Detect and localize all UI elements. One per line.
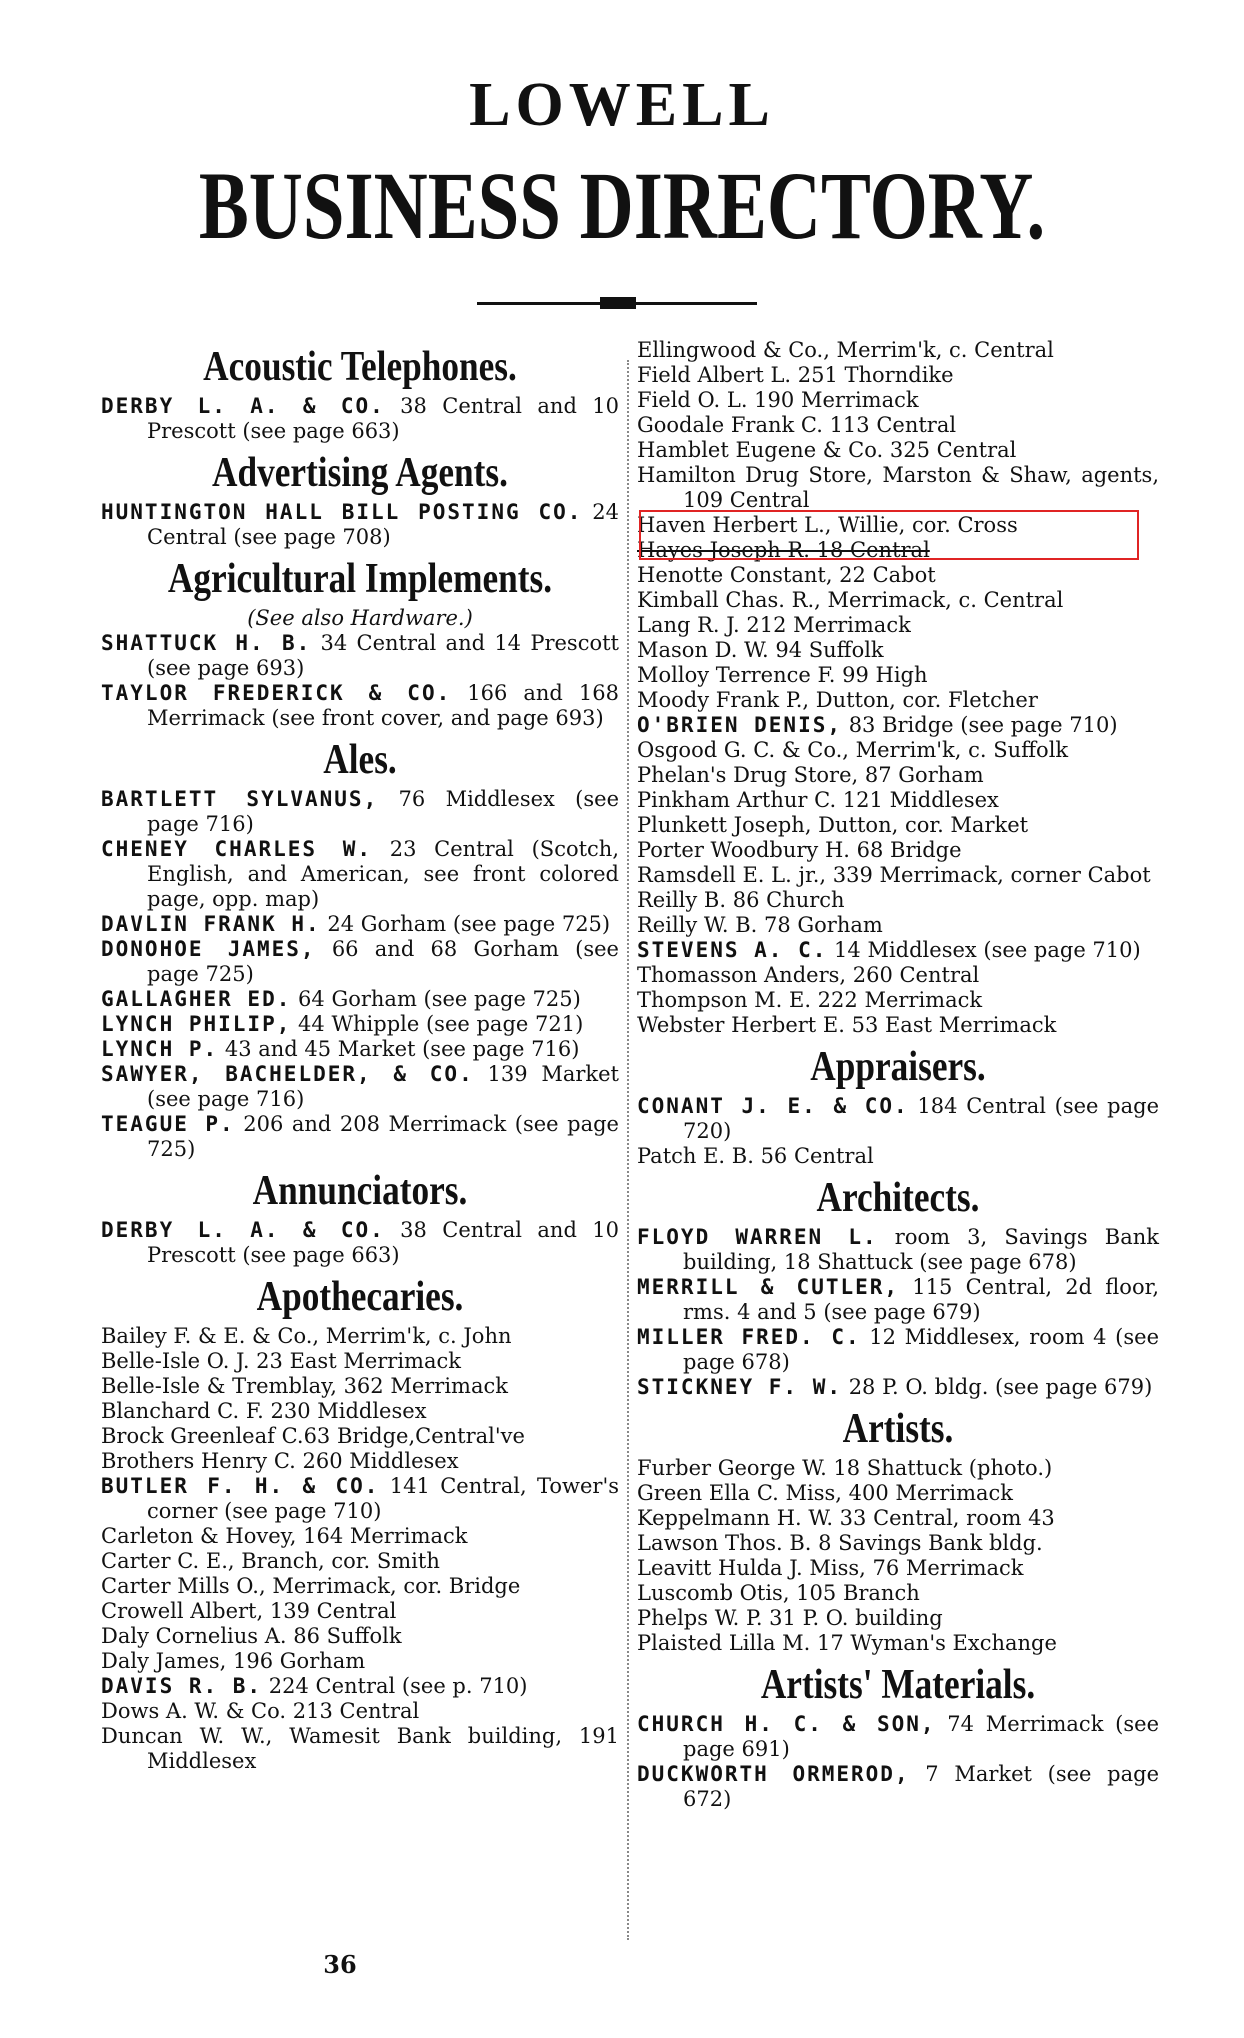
page-number: 36 [323,1950,357,1979]
entry-business-name: SHATTUCK H. B. [101,631,312,655]
entry-text: Hayes Joseph R. 18 Central [637,538,930,562]
entry-business-name: GALLAGHER ED. [101,987,292,1011]
directory-entry [637,1013,1159,1038]
directory-entry [637,363,1159,388]
entry-text: Reilly W. B. 78 Gorham [637,913,883,937]
entry-text: Hamilton Drug Store, Marston & Shaw, agents, 109 Central [637,463,1159,512]
entry-business-name: HUNTINGTON HALL BILL POSTING CO. [101,500,583,524]
directory-entry [637,613,1159,638]
directory-entry [637,1094,1159,1144]
column-divider [627,360,629,1940]
entry-text: Carter Mills O., Merrimack, cor. Bridge [101,1574,521,1598]
entry-text: Carter C. E., Branch, cor. Smith [101,1549,440,1573]
directory-entry [101,631,619,681]
directory-entry [101,1674,619,1699]
entry-text: Belle-Isle O. J. 23 East Merrimack [101,1349,461,1373]
entry-address: 24 Central (see page 708) [147,500,619,549]
directory-entry [101,1599,619,1624]
entry-business-name: CHENEY CHARLES W. [101,837,373,861]
entry-text: Bailey F. & E. & Co., Merrim'k, c. John [101,1324,512,1348]
entry-address: 83 Bridge (see page 710) [842,713,1118,737]
entry-address: 14 Middlesex (see page 710) [827,938,1141,962]
directory-entry [637,763,1159,788]
directory-entry [637,413,1159,438]
directory-entry [101,681,619,731]
directory-entry [101,1218,619,1268]
directory-entry [637,713,1159,738]
entry-text: Blanchard C. F. 230 Middlesex [101,1399,427,1423]
entry-address: 224 Central (see p. 710) [262,1674,528,1698]
entry-business-name: DERBY L. A. & CO. [101,1218,385,1242]
entry-address: 206 and 208 Merrimack (see page 725) [147,1112,619,1161]
directory-entry [101,1012,619,1037]
directory-entry [637,1606,1159,1631]
directory-entry [101,937,619,987]
entry-text: Reilly B. 86 Church [637,888,845,912]
entry-text: Crowell Albert, 139 Central [101,1599,397,1623]
highlight-box-haven-herbert [639,510,1139,560]
directory-entry [637,963,1159,988]
entry-text: Carleton & Hovey, 164 Merrimack [101,1524,468,1548]
entry-text: Kimball Chas. R., Merrimack, c. Central [637,588,1064,612]
directory-entry [637,1762,1159,1812]
entry-address: 44 Whipple (see page 721) [291,1012,584,1036]
directory-entry [101,1112,619,1162]
entry-business-name: MERRILL & CUTLER, [637,1275,900,1299]
category-heading: Artists. [842,1406,954,1452]
entry-business-name: O'BRIEN DENIS, [637,713,843,737]
directory-entry [637,1531,1159,1556]
directory-entry [101,1574,619,1599]
entry-text: Webster Herbert E. 53 East Merrimack [637,1013,1057,1037]
header-rule-ornament [600,297,636,309]
entry-text: Mason D. W. 94 Suffolk [637,638,884,662]
directory-entry [637,563,1159,588]
entry-text: Goodale Frank C. 113 Central [637,413,957,437]
entry-text: Ellingwood & Co., Merrim'k, c. Central [637,338,1054,362]
entry-text: Plunkett Joseph, Dutton, cor. Market [637,813,1029,837]
directory-entry [637,663,1159,688]
directory-entry [101,1724,619,1774]
entry-text: Daly Cornelius A. 86 Suffolk [101,1624,402,1648]
entry-text: Green Ella C. Miss, 400 Merrimack [637,1481,1014,1505]
directory-entry [101,1474,619,1524]
directory-entry [101,1424,619,1449]
directory-entry [637,1275,1159,1325]
directory-entry [637,463,1159,513]
entry-business-name: SAWYER, BACHELDER, & CO. [101,1062,474,1086]
entry-text: Molloy Terrence F. 99 High [637,663,928,687]
entry-business-name: DAVLIN FRANK H. [101,912,321,936]
category-heading: Agricultural Implements. [167,556,553,602]
entry-address: 64 Gorham (see page 725) [291,987,581,1011]
directory-entry [637,688,1159,713]
entry-business-name: CHURCH H. C. & SON, [637,1712,936,1736]
directory-entry [101,1037,619,1062]
directory-entry [101,1649,619,1674]
entry-business-name: TAYLOR FREDERICK & CO. [101,681,452,705]
entry-text: Dows A. W. & Co. 213 Central [101,1699,420,1723]
directory-entry [101,1524,619,1549]
entry-address: 66 and 68 Gorham (see page 725) [147,937,619,986]
entry-text: Osgood G. C. & Co., Merrim'k, c. Suffolk [637,738,1069,762]
see-also-note: (See also Hardware.) [247,606,473,630]
category-heading: Architects. [816,1175,980,1221]
entry-address: 12 Middlesex, room 4 (see page 678) [683,1325,1159,1374]
directory-entry [637,913,1159,938]
entry-text: Plaisted Lilla M. 17 Wyman's Exchange [637,1631,1057,1655]
left-column [101,338,619,1774]
entry-business-name: DAVIS R. B. [101,1674,263,1698]
entry-text: Phelan's Drug Store, 87 Gorham [637,763,984,787]
directory-entry [637,988,1159,1013]
entry-text: Keppelmann H. W. 33 Central, room 43 [637,1506,1055,1530]
directory-entry [101,1699,619,1724]
directory-entry [637,888,1159,913]
directory-entry [101,1549,619,1574]
directory-entry [637,1712,1159,1762]
directory-entry [101,1624,619,1649]
entry-business-name: MILLER FRED. C. [637,1325,861,1349]
directory-entry [637,1506,1159,1531]
entry-text: Duncan W. W., Wamesit Bank building, 191 Middlesex [101,1724,619,1773]
directory-entry [101,394,619,444]
entry-text: Leavitt Hulda J. Miss, 76 Merrimack [637,1556,1024,1580]
category-heading: Appraisers. [810,1044,986,1090]
entry-address: 115 Central, 2d floor, rms. 4 and 5 (see page 679) [683,1275,1159,1324]
directory-entry [637,1225,1159,1275]
directory-entry [637,838,1159,863]
entry-address: room 3, Savings Bank building, 18 Shattuck (see page 678) [683,1225,1159,1274]
category-heading: Apothecaries. [256,1274,464,1320]
entry-address: 38 Central and 10 Prescott (see page 663) [147,394,619,443]
directory-entry [101,1449,619,1474]
entry-address: 141 Central, Tower's corner (see page 710) [147,1474,619,1523]
entry-text: Hamblet Eugene & Co. 325 Central [637,438,1017,462]
entry-business-name: BUTLER F. H. & CO. [101,1474,380,1498]
entry-address: 184 Central (see page 720) [683,1094,1159,1143]
directory-entry [637,738,1159,763]
entry-business-name: BARTLETT SYLVANUS, [101,787,379,811]
entry-text: Porter Woodbury H. 68 Bridge [637,838,962,862]
entry-text: Daly James, 196 Gorham [101,1649,366,1673]
entry-business-name: DONOHOE JAMES, [101,937,316,961]
entry-business-name: LYNCH P. [101,1037,219,1061]
directory-entry [637,338,1159,363]
entry-address: 74 Merrimack (see page 691) [683,1712,1160,1761]
entry-text: Belle-Isle & Tremblay, 362 Merrimack [101,1374,508,1398]
directory-entry [637,388,1159,413]
entry-text: Furber George W. 18 Shattuck (photo.) [637,1456,1053,1480]
directory-entry [637,1375,1159,1400]
entry-business-name: STEVENS A. C. [637,938,828,962]
entry-address: 34 Central and 14 Prescott (see page 693) [147,631,619,680]
entry-address: 23 Central (Scotch, English, and American, see front colored page, opp. map) [147,837,619,911]
entry-business-name: TEAGUE P. [101,1112,235,1136]
entry-address: 166 and 168 Merrimack (see front cover, and page 693) [147,681,619,730]
entry-business-name: FLOYD WARREN L. [637,1225,878,1249]
entry-text: Pinkham Arthur C. 121 Middlesex [637,788,999,812]
directory-entry [637,638,1159,663]
category-heading: Annunciators. [252,1168,468,1214]
directory-entry [101,837,619,912]
category-heading: Acoustic Telephones. [203,344,517,390]
entry-text: Thompson M. E. 222 Merrimack [637,988,983,1012]
entry-text: Lang R. J. 212 Merrimack [637,613,911,637]
entry-text: Field Albert L. 251 Thorndike [637,363,954,387]
entry-address: 24 Gorham (see page 725) [320,912,611,936]
directory-entry [637,438,1159,463]
directory-entry [637,1481,1159,1506]
directory-entry [637,813,1159,838]
entry-text: Lawson Thos. B. 8 Savings Bank bldg. [637,1531,1043,1555]
entry-address: 38 Central and 10 Prescott (see page 663) [147,1218,619,1267]
directory-entry [637,1456,1159,1481]
directory-entry [101,912,619,937]
category-heading: Ales. [323,737,397,783]
entry-business-name: DERBY L. A. & CO. [101,394,385,418]
entry-address: 76 Middlesex (see page 716) [147,787,619,836]
entry-text: Patch E. B. 56 Central [637,1144,874,1168]
directory-entry [637,788,1159,813]
directory-entry [101,1374,619,1399]
directory-entry [101,1324,619,1349]
directory-entry [101,1349,619,1374]
directory-entry [637,1325,1159,1375]
entry-address: 43 and 45 Market (see page 716) [218,1037,580,1061]
directory-entry [637,1581,1159,1606]
directory-entry [101,500,619,550]
entry-text: Phelps W. P. 31 P. O. building [637,1606,943,1630]
header-lowell: LOWELL [469,71,775,139]
entry-text: Luscomb Otis, 105 Branch [637,1581,920,1605]
directory-entry [101,987,619,1012]
directory-entry [101,1062,619,1112]
directory-entry [637,863,1159,888]
category-heading: Advertising Agents. [212,450,508,496]
directory-entry [637,1144,1159,1169]
entry-business-name: DUCKWORTH ORMEROD, [637,1762,910,1786]
entry-business-name: CONANT J. E. & CO. [637,1094,909,1118]
category-heading: Artists' Materials. [760,1662,1036,1708]
directory-entry [637,938,1159,963]
directory-entry [101,1399,619,1424]
entry-business-name: STICKNEY F. W. [637,1375,843,1399]
entry-address: 7 Market (see page 672) [683,1762,1160,1811]
entry-text: Thomasson Anders, 260 Central [637,963,980,987]
entry-text: Henotte Constant, 22 Cabot [637,563,936,587]
directory-entry [637,588,1159,613]
entry-business-name: LYNCH PHILIP, [101,1012,292,1036]
entry-text: Field O. L. 190 Merrimack [637,388,919,412]
entry-address: 28 P. O. bldg. (see page 679) [842,1375,1153,1399]
entry-text: Moody Frank P., Dutton, cor. Fletcher [637,688,1038,712]
header-business-directory: BUSINESS DIRECTORY. [198,152,1046,259]
directory-entry [637,1556,1159,1581]
entry-text: Brock Greenleaf C.63 Bridge,Central've [101,1424,525,1448]
entry-text: Haven Herbert L., Willie, cor. Cross [637,513,1018,537]
entry-text: Brothers Henry C. 260 Middlesex [101,1449,459,1473]
directory-entry [101,787,619,837]
directory-entry [637,1631,1159,1656]
entry-address: 139 Market (see page 716) [147,1062,619,1111]
entry-text: Ramsdell E. L. jr., 339 Merrimack, corner Cabot [637,863,1151,887]
